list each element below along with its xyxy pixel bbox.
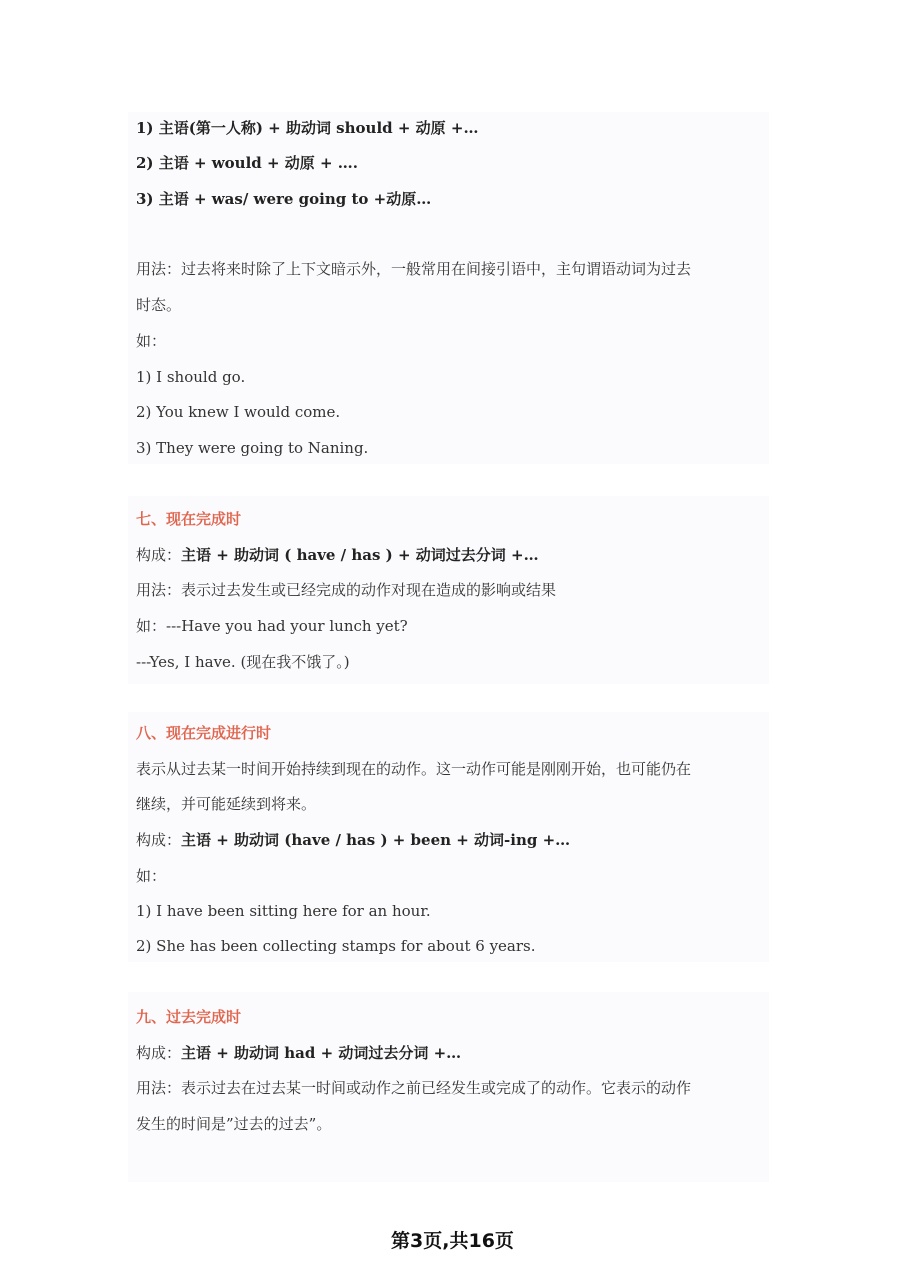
- past-future-example-3: 3) They were going to Naning.: [136, 439, 369, 457]
- section-7-example-2: ---Yes, I have. (现在我不饿了。): [136, 653, 350, 671]
- section-7-structure-label: 构成：: [136, 546, 182, 564]
- past-future-form-1: 1) 主语(第一人称) + 助动词 should + 动原 +…: [136, 119, 479, 137]
- section-8-desc-line-1: 表示从过去某一时间开始持续到现在的动作。这一动作可能是刚刚开始，也可能仍在: [136, 760, 692, 778]
- section-7-structure: [136, 545, 539, 565]
- section-8-example-1: 1) I have been sitting here for an hour.: [136, 902, 431, 920]
- section-9-usage-line-2: 发生的时间是”过去的过去”。: [136, 1115, 332, 1133]
- section-7-title: 七、现在完成时: [136, 510, 242, 528]
- section-8-title: 八、现在完成进行时: [136, 724, 272, 742]
- past-future-usage-line-1: 用法：过去将来时除了上下文暗示外，一般常用在间接引语中，主句谓语动词为过去: [136, 260, 692, 278]
- page-indicator: 第3页,共16页: [391, 1230, 514, 1252]
- section-7-usage: 用法：表示过去发生或已经完成的动作对现在造成的影响或结果: [136, 581, 557, 599]
- past-future-example-label: 如：: [136, 332, 167, 350]
- section-8-structure: [136, 830, 570, 850]
- past-future-example-2: 2) You knew I would come.: [136, 403, 341, 421]
- past-future-usage-line-2: 时态。: [136, 296, 182, 314]
- section-8-example-2: 2) She has been collecting stamps for about 6 years.: [136, 937, 536, 955]
- section-9-title: 九、过去完成时: [136, 1008, 242, 1026]
- past-future-example-1: 1) I should go.: [136, 368, 246, 386]
- section-9-structure: [136, 1043, 461, 1063]
- section-7-structure-text: 主语 + 助动词 ( have / has ) + 动词过去分词 +…: [181, 546, 539, 564]
- section-8-desc-line-2: 继续，并可能延续到将来。: [136, 795, 317, 813]
- section-9-structure-label: 构成：: [136, 1044, 182, 1062]
- section-9-usage-line-1: 用法：表示过去在过去某一时间或动作之前已经发生或完成了的动作。它表示的动作: [136, 1079, 692, 1097]
- section-8-structure-label: 构成：: [136, 831, 182, 849]
- past-future-form-2: 2) 主语 + would + 动原 + ….: [136, 154, 359, 172]
- section-7-example-1: 如：---Have you had your lunch yet?: [136, 617, 408, 635]
- section-8-structure-text: 主语 + 助动词 (have / has ) + been + 动词-ing +…: [181, 831, 571, 849]
- past-future-form-3: 3) 主语 + was/ were going to +动原…: [136, 190, 432, 208]
- section-8-example-label: 如：: [136, 867, 167, 885]
- section-9-structure-text: 主语 + 助动词 had + 动词过去分词 +…: [181, 1044, 462, 1062]
